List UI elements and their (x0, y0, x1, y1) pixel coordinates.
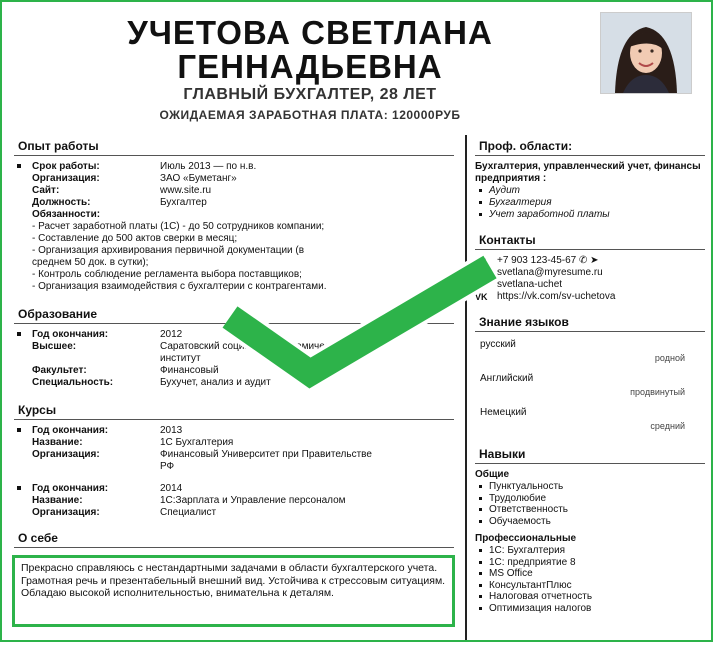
name-line-1: УЧЕТОВА СВЕТЛАНА (127, 14, 493, 51)
course-row: РФ (160, 461, 175, 472)
prof-item: Бухгалтерия (475, 197, 705, 209)
resume-header (0, 0, 717, 135)
experience-row: Организация: ЗАО «Буметанг» (32, 173, 237, 184)
duty-item: - Составление до 500 актов сверки в месяц; (32, 233, 238, 244)
skill-item: КонсультантПлюс (475, 580, 705, 592)
experience-row: Должность: Бухгалтер (32, 197, 207, 208)
duty-item: среднем 50 док. в сутки); (32, 257, 149, 268)
skills-prof-title: Профессиональные (475, 533, 577, 544)
contact-vk[interactable]: VK https://vk.com/sv-uchetova (475, 291, 616, 302)
skill-item: Оптимизация налогов (475, 603, 705, 615)
experience-row: Обязанности: (32, 209, 101, 220)
expected-salary: ОЖИДАЕМАЯ ЗАРАБОТНАЯ ПЛАТА: 120000РУБ (159, 108, 461, 122)
checkmark-icon (210, 255, 510, 395)
experience-row: Срок работы: Июль 2013 — по н.в. (14, 161, 454, 173)
candidate-name (60, 16, 560, 84)
about-text: Прекрасно справляюсь с нестандартными задачами в области бухгалтерского учета. Грамотная речь и презентабельный внешний вид. Устойчива к стрессовым ситуациям. Обладаю высокой исполнительностью, внимательна к деталям. (21, 562, 446, 599)
language-item: Английский продвинутый (480, 373, 685, 397)
skype-icon: S (475, 280, 482, 290)
skills-general-title: Общие (475, 469, 510, 480)
name-line-2: ГЕННАДЬЕВНА (177, 48, 443, 85)
languages-title: Знание языков (475, 313, 705, 332)
skill-item: Пунктуальность (475, 481, 705, 493)
skill-item: Обучаемость (475, 516, 705, 528)
skills-section (475, 445, 705, 614)
contact-phone[interactable]: ☎ +7 903 123-45-67 ✆ ➤ (475, 255, 599, 266)
courses-section (14, 401, 454, 519)
skill-item: 1С: предприятие 8 (475, 557, 705, 569)
education-row: Год окончания: 2012 (14, 329, 454, 341)
prof-item: Аудит (475, 185, 705, 197)
contacts-title: Контакты (475, 231, 705, 250)
duty-item: - Организация взаимодействия с бухгалтерии с контрагентами. (32, 281, 327, 292)
duty-item: - Контроль соблюдение регламента выбора поставщиков; (32, 269, 302, 280)
skill-item: MS Office (475, 568, 705, 580)
duty-item: - Организация архивирования первичной документации (в (32, 245, 305, 256)
course-row: Год окончания: 2013 (14, 425, 454, 437)
skill-item: Ответственность (475, 504, 705, 516)
skill-item: 1С: Бухгалтерия (475, 545, 705, 557)
course-row: Организация: Финансовый Университет при Правительстве (32, 449, 372, 460)
education-row: Факультет: Финансовый (32, 365, 219, 376)
about-text-highlight (12, 555, 455, 627)
about-title: О себе (14, 529, 454, 548)
education-row: Специальность: Бухучет, анализ и аудит (32, 377, 271, 388)
courses-title: Курсы (14, 401, 454, 420)
email-icon: ✉ (475, 268, 483, 278)
course-row: Год окончания: 2014 (14, 483, 454, 495)
prof-areas: Бухгалтерия, управленческий учет, финансы предприятия : (475, 161, 701, 184)
skill-item: Трудолюбие (475, 493, 705, 505)
education-row: Высшее: Саратовский социально-экономический (32, 341, 346, 352)
prof-title: Проф. области: (475, 137, 705, 156)
candidate-position: ГЛАВНЫЙ БУХГАЛТЕР, 28 ЛЕТ (183, 86, 437, 103)
language-item: русский родной (480, 339, 685, 363)
contact-skype[interactable]: S svetlana-uchet (475, 279, 563, 290)
prof-section (475, 137, 705, 221)
course-row: Название: 1С Бухгалтерия (32, 437, 234, 448)
about-section (14, 529, 454, 548)
phone-icon: ☎ (475, 256, 487, 266)
education-row: институт (160, 353, 201, 364)
prof-item: Учет заработной платы (475, 209, 705, 221)
candidate-photo (600, 12, 692, 94)
language-item: Немецкий средний (480, 407, 685, 431)
skills-title: Навыки (475, 445, 705, 464)
contact-email[interactable]: ✉ svetlana@myresume.ru (475, 267, 603, 278)
course-row: Название: 1С:Зарплата и Управление персоналом (32, 495, 346, 506)
skill-item: Налоговая отчетность (475, 591, 705, 603)
course-row: Организация: Специалист (32, 507, 217, 518)
experience-title: Опыт работы (14, 137, 454, 156)
experience-row: Сайт: www.site.ru (32, 185, 212, 196)
duty-item: - Расчет заработной платы (1С) - до 50 сотрудников компании; (32, 221, 325, 232)
vk-icon: VK (475, 292, 488, 302)
education-title: Образование (14, 305, 454, 324)
